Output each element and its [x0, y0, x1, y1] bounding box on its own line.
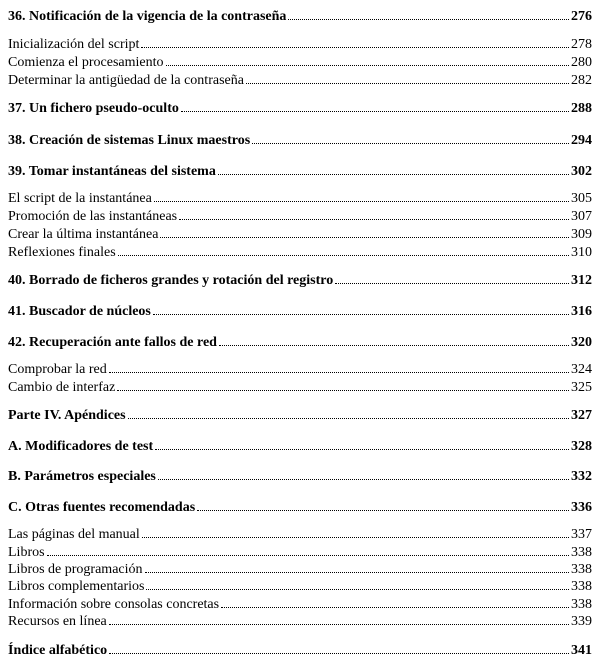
- toc-entry-page: 288: [571, 101, 592, 116]
- toc-entry-title: Inicialización del script: [8, 37, 140, 52]
- toc-entry-title: Índice alfabético: [8, 643, 108, 658]
- toc-entry-page: 338: [571, 562, 592, 577]
- toc-entry-title: Libros complementarios: [8, 579, 145, 594]
- toc-entry-title: Comienza el procesamiento: [8, 55, 164, 70]
- toc-entry-page: 320: [571, 335, 592, 350]
- toc-entry-title: Determinar la antigüedad de la contraseña: [8, 73, 244, 88]
- toc-entry-page: 338: [571, 545, 592, 560]
- toc-entry-page: 282: [571, 73, 592, 88]
- toc-entry-41[interactable]: [8, 304, 592, 320]
- toc-entry-page: 305: [571, 191, 592, 206]
- toc-entry-page: 316: [571, 304, 592, 319]
- toc-leader-dots: [246, 82, 569, 84]
- toc-entry-39-4[interactable]: [8, 245, 592, 261]
- toc-entry-36-1[interactable]: [8, 37, 592, 53]
- toc-entry-c-2[interactable]: [8, 545, 592, 561]
- toc-entry-38[interactable]: [8, 133, 592, 149]
- toc-leader-dots: [335, 282, 569, 284]
- toc-leader-dots: [47, 554, 569, 556]
- toc-entry-42-2[interactable]: [8, 380, 592, 396]
- toc-entry-page: 324: [571, 362, 592, 377]
- toc-leader-dots: [128, 417, 569, 419]
- toc-leader-dots: [153, 313, 569, 315]
- toc-entry-title: Información sobre consolas concretas: [8, 597, 220, 612]
- toc-entry-title: 37. Un fichero pseudo-oculto: [8, 101, 179, 116]
- toc-entry-index[interactable]: [8, 643, 592, 659]
- toc-entry-appendix-b[interactable]: [8, 469, 592, 485]
- toc-leader-dots: [109, 371, 569, 373]
- toc-entry-39-2[interactable]: [8, 209, 592, 225]
- toc-leader-dots: [118, 254, 569, 256]
- toc-entry-page: 280: [571, 55, 592, 70]
- toc-entry-page: 294: [571, 133, 592, 148]
- toc-entry-title: 41. Buscador de núcleos: [8, 304, 151, 319]
- toc-entry-title: Promoción de las instantáneas: [8, 209, 178, 224]
- toc-entry-title: Parte IV. Apéndices: [8, 408, 126, 423]
- toc-entry-39-1[interactable]: [8, 191, 592, 207]
- toc-entry-appendix-a[interactable]: [8, 439, 592, 455]
- toc-entry-c-1[interactable]: [8, 527, 592, 543]
- toc-entry-title: Libros de programación: [8, 562, 143, 577]
- toc-entry-36-2[interactable]: [8, 55, 592, 71]
- toc-leader-dots: [158, 478, 569, 480]
- toc-entry-page: 332: [571, 469, 592, 484]
- toc-leader-dots: [179, 218, 569, 220]
- toc-entry-page: 276: [571, 9, 592, 24]
- toc-leader-dots: [160, 236, 569, 238]
- toc-entry-c-5[interactable]: [8, 597, 592, 613]
- toc-entry-42[interactable]: [8, 335, 592, 351]
- toc-entry-page: 328: [571, 439, 592, 454]
- toc-entry-c-4[interactable]: [8, 579, 592, 595]
- toc-entry-title: 40. Borrado de ficheros grandes y rotación del registro: [8, 273, 334, 288]
- toc-leader-dots: [197, 509, 569, 511]
- toc-entry-title: Cambio de interfaz: [8, 380, 116, 395]
- toc-entry-appendix-c[interactable]: [8, 500, 592, 516]
- toc-entry-title: Reflexiones finales: [8, 245, 116, 260]
- toc-entry-page: 336: [571, 500, 592, 515]
- toc-entry-page: 278: [571, 37, 592, 52]
- toc-leader-dots: [288, 18, 569, 20]
- toc-entry-page: 338: [571, 597, 592, 612]
- toc-entry-c-6[interactable]: [8, 614, 592, 630]
- toc-leader-dots: [221, 606, 569, 608]
- toc-leader-dots: [141, 46, 569, 48]
- toc-leader-dots: [218, 173, 569, 175]
- toc-entry-36[interactable]: [8, 9, 592, 25]
- toc-entry-page: 338: [571, 579, 592, 594]
- toc-entry-title: 42. Recuperación ante fallos de red: [8, 335, 217, 350]
- toc-entry-title: 36. Notificación de la vigencia de la contraseña: [8, 9, 287, 24]
- toc-leader-dots: [145, 571, 569, 573]
- toc-entry-37[interactable]: [8, 101, 592, 117]
- toc-leader-dots: [219, 344, 569, 346]
- toc-leader-dots: [142, 536, 569, 538]
- toc-entry-page: 341: [571, 643, 592, 658]
- toc-entry-title: Crear la última instantánea: [8, 227, 159, 242]
- toc-leader-dots: [109, 623, 569, 625]
- toc-leader-dots: [117, 389, 569, 391]
- toc-leader-dots: [252, 142, 569, 144]
- toc-entry-c-3[interactable]: [8, 562, 592, 578]
- toc-entry-part-iv[interactable]: [8, 408, 592, 424]
- toc-entry-title: Recursos en línea: [8, 614, 107, 629]
- toc-entry-page: 339: [571, 614, 592, 629]
- toc-entry-36-3[interactable]: [8, 73, 592, 89]
- toc-leader-dots: [181, 110, 569, 112]
- toc-entry-page: 307: [571, 209, 592, 224]
- toc-leader-dots: [155, 448, 569, 450]
- toc-entry-page: 337: [571, 527, 592, 542]
- toc-entry-page: 312: [571, 273, 592, 288]
- toc-entry-39-3[interactable]: [8, 227, 592, 243]
- toc-entry-title: El script de la instantánea: [8, 191, 152, 206]
- toc-entry-title: 38. Creación de sistemas Linux maestros: [8, 133, 251, 148]
- toc-entry-page: 309: [571, 227, 592, 242]
- toc-entry-title: B. Parámetros especiales: [8, 469, 156, 484]
- toc-entry-title: Las páginas del manual: [8, 527, 140, 542]
- toc-entry-page: 325: [571, 380, 592, 395]
- toc-entry-title: Comprobar la red: [8, 362, 107, 377]
- toc-leader-dots: [154, 200, 569, 202]
- toc-entry-title: 39. Tomar instantáneas del sistema: [8, 164, 216, 179]
- toc-entry-page: 327: [571, 408, 592, 423]
- toc-entry-42-1[interactable]: [8, 362, 592, 378]
- toc-leader-dots: [146, 588, 569, 590]
- toc-entry-39[interactable]: [8, 164, 592, 180]
- toc-entry-page: 310: [571, 245, 592, 260]
- toc-leader-dots: [109, 652, 569, 654]
- toc-entry-title: Libros: [8, 545, 45, 560]
- toc-entry-title: C. Otras fuentes recomendadas: [8, 500, 196, 515]
- toc-entry-40[interactable]: [8, 273, 592, 289]
- toc-leader-dots: [166, 64, 570, 66]
- toc-entry-page: 302: [571, 164, 592, 179]
- toc-entry-title: A. Modificadores de test: [8, 439, 154, 454]
